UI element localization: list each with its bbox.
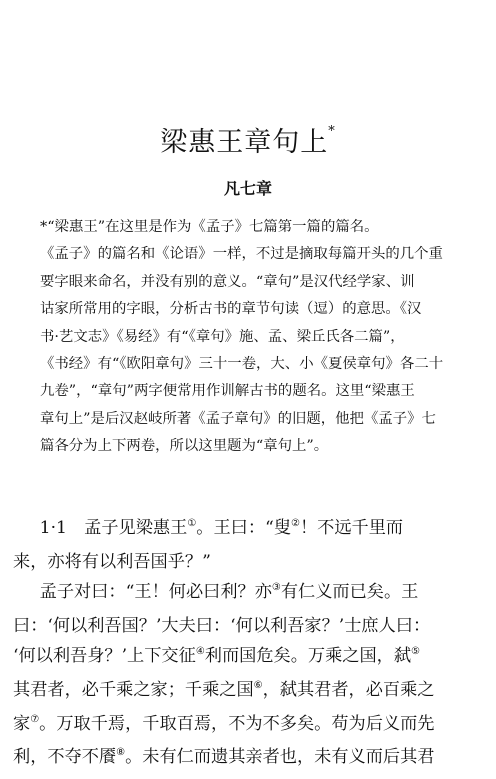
body-line (13, 742, 485, 776)
section-text: ，弑其君者，必百乘之 (262, 679, 435, 700)
note-line: 《孟子》的篇名和《论语》一样，不过是摘取每篇开头的几个重 (40, 246, 443, 263)
body-line (13, 641, 485, 675)
section-text: 家 (13, 713, 31, 734)
note-line: 九卷”，“章句”两字便常用作训解古书的题名。这里“梁惠王 (40, 383, 415, 400)
body-line (13, 709, 485, 743)
section-text: 孟子对曰：“王！何必曰利？亦 (39, 582, 272, 603)
body-line: 来，亦将有以利吾国乎？” (13, 551, 211, 572)
footnote-ref-7[interactable]: ⑦ (30, 713, 40, 725)
footnote-ref-1[interactable]: ① (187, 518, 197, 529)
body-line: 曰：‘何以利吾国？’大夫曰：‘何以利吾家？’士庶人曰： (13, 615, 431, 636)
section-text: 。万取千焉，千取百焉，不为不多矣。苟为后义而先 (39, 713, 435, 734)
footnote-ref-3[interactable]: ③ (271, 582, 281, 594)
footnote-ref-5[interactable]: ⑤ (411, 646, 421, 658)
title-footnote-mark: * (328, 124, 336, 139)
title-note (40, 214, 482, 461)
note-line: 《书经》有“《欧阳章句》三十一卷，大、小《夏侯章句》各二十 (40, 356, 444, 373)
footnote-ref-4[interactable]: ④ (195, 646, 205, 658)
footnote-ref-6[interactable]: ⑥ (253, 679, 263, 691)
section-text: 有仁义而已矣。王 (280, 582, 419, 603)
footnote-ref-8[interactable]: ⑧ (116, 747, 126, 759)
footnote-ref-2[interactable]: ② (291, 518, 300, 529)
section-text: 。未有仁而遗其亲者也，未有义而后其君 (125, 747, 435, 768)
section-text: ‘何以利吾身？’上下交征 (13, 646, 196, 667)
body-line (13, 577, 485, 611)
main-text (13, 513, 485, 776)
section-text: 1·1 孟子见梁惠王 (39, 518, 188, 538)
section-text: 。王曰：“叟 (196, 518, 292, 538)
body-line (13, 675, 485, 709)
note-line: 篇各分为上下两卷，所以这里题为“章句上”。 (40, 438, 329, 455)
note-line: *“梁惠王”在这里是作为《孟子》七篇第一篇的篇名。 (40, 219, 379, 235)
note-line: 章句上”是后汉赵岐所著《孟子章句》的旧题，他把《孟子》七 (40, 410, 436, 427)
section-text: 利而国危矣。万乘之国，弑 (204, 646, 412, 667)
section-text: 利，不夺不餍 (13, 747, 117, 768)
body-line (13, 513, 485, 547)
section-text: 其君者，必千乘之家；千乘之国 (13, 679, 254, 700)
chapter-title (0, 120, 496, 159)
note-line: 诂家所常用的字眼，分析古书的章节句读（逗）的意思。《汉 (40, 301, 422, 318)
chapter-title-text: 梁惠王章句上 (160, 127, 329, 158)
chapter-subtitle: 凡七章 (223, 179, 272, 198)
section-text: ！不远千里而 (299, 518, 404, 538)
note-line: 书·艺文志》《易经》有“《章句》施、孟、梁丘氏各二篇”， (40, 328, 405, 345)
note-line: 要字眼来命名，并没有别的意义。“章句”是汉代经学家、训 (40, 273, 415, 290)
